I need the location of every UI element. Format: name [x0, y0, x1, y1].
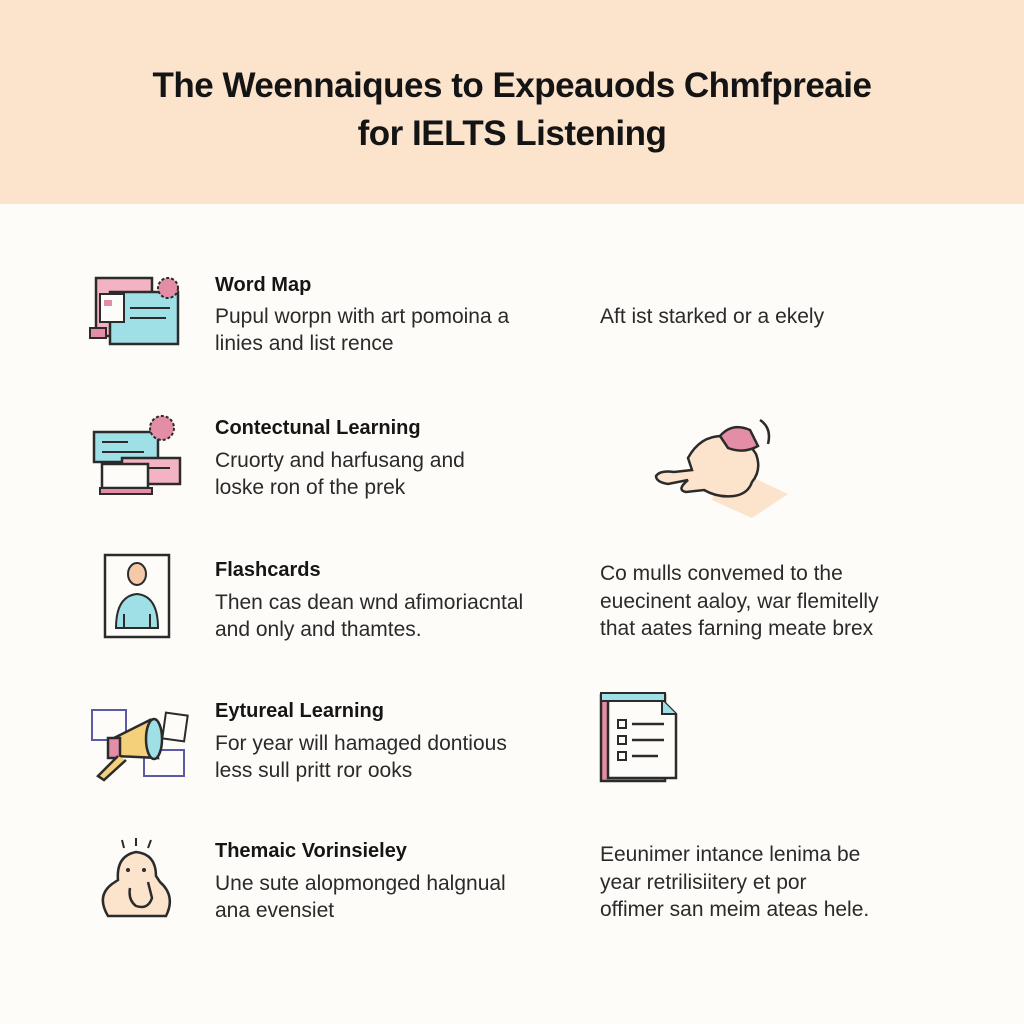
item-desc-line: Then cas dean wnd afimoriacntal: [215, 591, 524, 614]
side-note-line: euecinent aaloy, war flemitelly: [600, 590, 879, 613]
item-title-eytureal-learning: Eytureal Learning: [215, 700, 384, 722]
header-banner: [0, 0, 1024, 204]
megaphone-icon: [88, 706, 192, 784]
side-note-line: Aft ist starked or a ekely: [600, 305, 825, 328]
side-note-line: Eeunimer intance lenima be: [600, 843, 861, 866]
side-note-line: that aates farning meate brex: [600, 617, 874, 640]
item-desc-line: less sull pritt ror ooks: [215, 759, 413, 782]
thinking-person-icon: [94, 836, 178, 920]
item-desc-line: linies and list rence: [215, 332, 394, 355]
item-desc-line: ana evensiet: [215, 899, 335, 922]
item-desc-line: For year will hamaged dontious: [215, 732, 507, 755]
side-note-line: Co mulls convemed to the: [600, 562, 843, 585]
flashcard-person-icon: [102, 552, 174, 642]
page-title-line-1: The Weennaiques to Expeauods Chmfpreaie: [152, 66, 872, 105]
contextual-learning-icon: [88, 412, 188, 500]
item-desc-line: Une sute alopmonged halgnual: [215, 872, 506, 895]
checklist-document-icon: [598, 690, 682, 786]
item-title-themaic-vorinsieley: Themaic Vorinsieley: [215, 840, 407, 862]
side-note-line: offimer san meim ateas hele.: [600, 898, 870, 921]
item-title-flashcards: Flashcards: [215, 559, 321, 581]
item-desc-line: and only and thamtes.: [215, 618, 422, 641]
item-title-word-map: Word Map: [215, 274, 312, 296]
side-note-line: year retrilisiitery et por: [600, 871, 807, 894]
word-map-icon: [86, 270, 186, 350]
item-desc-line: Pupul worpn with art pomoina a: [215, 305, 510, 328]
hand-pointing-icon: [648, 414, 794, 522]
item-desc-line: Cruorty and harfusang and: [215, 449, 465, 472]
page-title-line-2: for IELTS Listening: [357, 114, 667, 153]
item-desc-line: loske ron of the prek: [215, 476, 406, 499]
item-title-contextual-learning: Contectunal Learning: [215, 417, 421, 439]
